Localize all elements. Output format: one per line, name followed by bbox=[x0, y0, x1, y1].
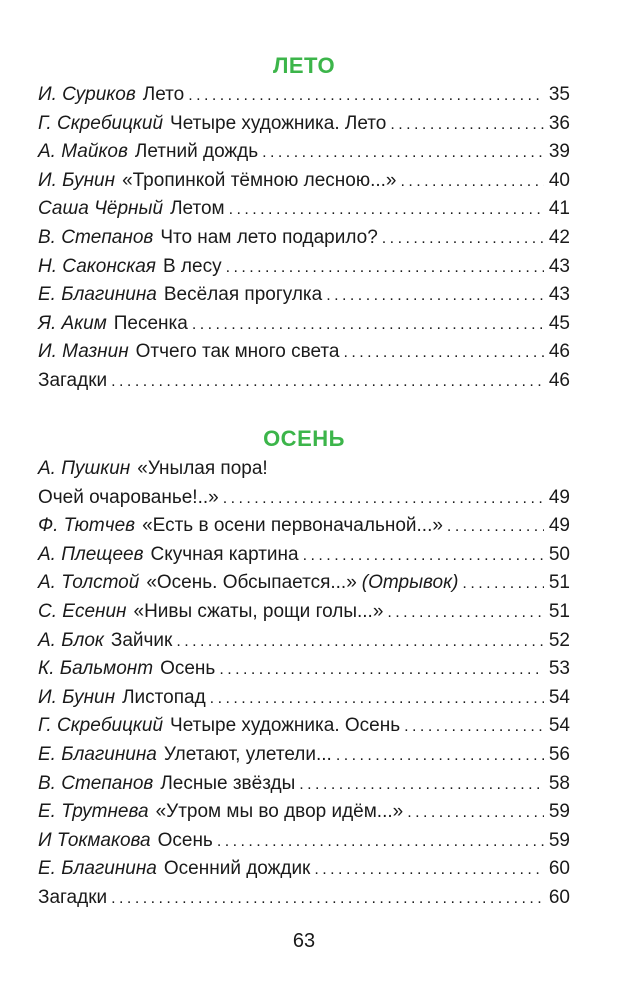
section-title-autumn: ОСЕНЬ bbox=[263, 426, 345, 451]
entry-page-number: 50 bbox=[548, 543, 570, 565]
entry-title: Что нам лето подарило? bbox=[160, 226, 378, 248]
entry-author: И. Бунин bbox=[38, 686, 116, 708]
entry-title: «Осень. Обсыпается...» bbox=[146, 572, 357, 594]
dot-leader bbox=[462, 570, 544, 599]
dot-leader bbox=[111, 368, 544, 397]
toc-entry bbox=[38, 455, 570, 484]
toc-entry bbox=[38, 627, 570, 656]
toc-entry bbox=[38, 655, 570, 684]
toc-entry bbox=[38, 195, 570, 224]
toc-entry bbox=[38, 598, 570, 627]
entry-page-number: 40 bbox=[548, 169, 570, 191]
entry-page-number: 52 bbox=[548, 629, 570, 651]
entry-title: «Унылая пора! bbox=[137, 458, 268, 479]
entry-author: Е. Благинина bbox=[38, 858, 157, 880]
entry-page-number: 43 bbox=[548, 284, 570, 306]
entry-page-number: 56 bbox=[548, 743, 570, 765]
dot-leader bbox=[223, 485, 544, 514]
dot-leader bbox=[188, 82, 544, 111]
toc-entry bbox=[38, 167, 570, 196]
entry-page-number: 46 bbox=[548, 341, 570, 363]
entry-title: Зайчик bbox=[110, 629, 173, 651]
toc-entry bbox=[38, 110, 570, 139]
entry-author: А. Майков bbox=[38, 141, 128, 163]
toc-entry bbox=[38, 281, 570, 310]
entry-page-number: 51 bbox=[548, 572, 570, 594]
entry-author: А. Пушкин bbox=[38, 458, 131, 479]
dot-leader bbox=[303, 542, 544, 571]
dot-leader bbox=[226, 254, 544, 283]
entry-author: Н. Саконская bbox=[38, 255, 156, 277]
entry-title: Осень bbox=[160, 658, 216, 680]
entry-page-number: 45 bbox=[548, 312, 570, 334]
toc-entry bbox=[38, 253, 570, 282]
page-number: 63 bbox=[292, 930, 316, 952]
entry-title: Осень bbox=[157, 829, 213, 851]
toc-entry bbox=[38, 712, 570, 741]
entry-author: С. Есенин bbox=[38, 600, 127, 622]
entry-page-number: 35 bbox=[548, 84, 570, 105]
entry-page-number: 46 bbox=[548, 369, 570, 391]
entry-title: Песенка bbox=[113, 312, 188, 334]
entry-title: «Нивы сжаты, рощи голы...» bbox=[133, 600, 384, 622]
dot-leader bbox=[217, 828, 544, 857]
entry-page-number: 51 bbox=[548, 600, 570, 622]
entry-author: Е. Благинина bbox=[38, 743, 157, 765]
entry-title: «Есть в осени первоначальной...» bbox=[142, 515, 443, 537]
entry-author: Ф. Тютчев bbox=[38, 515, 136, 537]
entry-title: Скучная картина bbox=[150, 543, 299, 565]
entry-author: Г. Скребицкий bbox=[38, 112, 164, 134]
entry-title: «Утром мы во двор идём...» bbox=[155, 801, 404, 823]
entry-page-number: 36 bbox=[548, 112, 570, 134]
toc-entry bbox=[38, 81, 570, 110]
entry-author: Е. Благинина bbox=[38, 284, 157, 306]
dot-leader bbox=[447, 513, 544, 542]
entry-page-number: 59 bbox=[548, 801, 570, 823]
toc-list-summer bbox=[38, 81, 570, 396]
toc-entry bbox=[38, 884, 570, 913]
entry-title: Улетают, улетели... bbox=[163, 743, 332, 765]
entry-author: И. Бунин bbox=[38, 169, 116, 191]
entry-author: В. Степанов bbox=[38, 226, 154, 248]
entry-title: «Тропинкой тёмною лесною...» bbox=[122, 169, 397, 191]
toc-entry bbox=[38, 541, 570, 570]
dot-leader bbox=[192, 311, 544, 340]
entry-title: Загадки bbox=[38, 886, 108, 908]
entry-page-number: 60 bbox=[548, 886, 570, 908]
dot-leader bbox=[229, 196, 544, 225]
toc-entry bbox=[38, 684, 570, 713]
entry-page-number: 59 bbox=[548, 829, 570, 851]
entry-title: Лесные звёзды bbox=[160, 772, 296, 794]
entry-title: Летний дождь bbox=[134, 141, 259, 163]
entry-author: К. Бальмонт bbox=[38, 658, 154, 680]
entry-author: А. Блок bbox=[38, 629, 104, 651]
entry-title: Очей очарованье!..» bbox=[38, 486, 219, 508]
section-title-summer: ЛЕТО bbox=[272, 53, 336, 78]
dot-leader bbox=[382, 225, 544, 254]
entry-page-number: 42 bbox=[548, 226, 570, 248]
entry-title: Листопад bbox=[122, 686, 206, 708]
entry-author: Саша Чёрный bbox=[38, 198, 164, 220]
entry-page-number: 60 bbox=[548, 858, 570, 880]
dot-leader bbox=[299, 771, 544, 800]
entry-title: Летом bbox=[170, 198, 225, 220]
entry-author: Я. Аким bbox=[38, 312, 107, 334]
entry-author: И. Суриков bbox=[38, 84, 136, 105]
dot-leader bbox=[210, 685, 544, 714]
dot-leader bbox=[390, 111, 544, 140]
entry-title: Загадки bbox=[38, 369, 108, 391]
entry-title: Четыре художника. Лето bbox=[170, 112, 387, 134]
toc-entry bbox=[38, 512, 570, 541]
entry-title: В лесу bbox=[162, 255, 222, 277]
entry-title: Отчего так много света bbox=[135, 341, 340, 363]
toc-entry bbox=[38, 138, 570, 167]
toc-entry bbox=[38, 367, 570, 396]
dot-leader bbox=[314, 856, 544, 885]
dot-leader bbox=[336, 742, 544, 771]
toc-entry bbox=[38, 770, 570, 799]
dot-leader bbox=[407, 799, 544, 828]
entry-author: И. Мазнин bbox=[38, 341, 129, 363]
dot-leader bbox=[111, 885, 544, 914]
toc-entry bbox=[38, 569, 570, 598]
toc-entry bbox=[38, 310, 570, 339]
dot-leader bbox=[400, 168, 544, 197]
entry-title: Весёлая прогулка bbox=[163, 284, 323, 306]
toc-entry bbox=[38, 827, 570, 856]
dot-leader bbox=[387, 599, 544, 628]
entry-page-number: 53 bbox=[548, 658, 570, 680]
dot-leader bbox=[262, 139, 544, 168]
dot-leader bbox=[176, 628, 544, 657]
entry-author: Е. Трутнева bbox=[38, 801, 149, 823]
entry-page-number: 41 bbox=[548, 198, 570, 220]
entry-author: Г. Скребицкий bbox=[38, 715, 164, 737]
entry-title: Осенний дождик bbox=[163, 858, 311, 880]
dot-leader bbox=[326, 282, 544, 311]
toc-entry bbox=[38, 224, 570, 253]
dot-leader bbox=[343, 339, 544, 368]
entry-author: И Токмакова bbox=[38, 829, 151, 851]
entry-author: А. Толстой bbox=[38, 572, 140, 594]
toc-entry bbox=[38, 741, 570, 770]
entry-note: (Отрывок) bbox=[361, 572, 459, 594]
entry-page-number: 49 bbox=[548, 486, 570, 508]
dot-leader bbox=[404, 713, 544, 742]
toc-list-autumn bbox=[38, 455, 570, 913]
entry-page-number: 58 bbox=[548, 772, 570, 794]
entry-page-number: 43 bbox=[548, 255, 570, 277]
toc-entry bbox=[38, 484, 570, 513]
toc-entry bbox=[38, 338, 570, 367]
dot-leader bbox=[219, 656, 544, 685]
entry-page-number: 39 bbox=[548, 141, 570, 163]
entry-author: А. Плещеев bbox=[38, 543, 144, 565]
entry-page-number: 49 bbox=[548, 515, 570, 537]
entry-page-number: 54 bbox=[548, 686, 570, 708]
entry-author: В. Степанов bbox=[38, 772, 154, 794]
toc-entry bbox=[38, 798, 570, 827]
entry-title: Четыре художника. Осень bbox=[170, 715, 401, 737]
entry-page-number: 54 bbox=[548, 715, 570, 737]
toc-entry bbox=[38, 855, 570, 884]
entry-title: Лето bbox=[142, 84, 185, 105]
